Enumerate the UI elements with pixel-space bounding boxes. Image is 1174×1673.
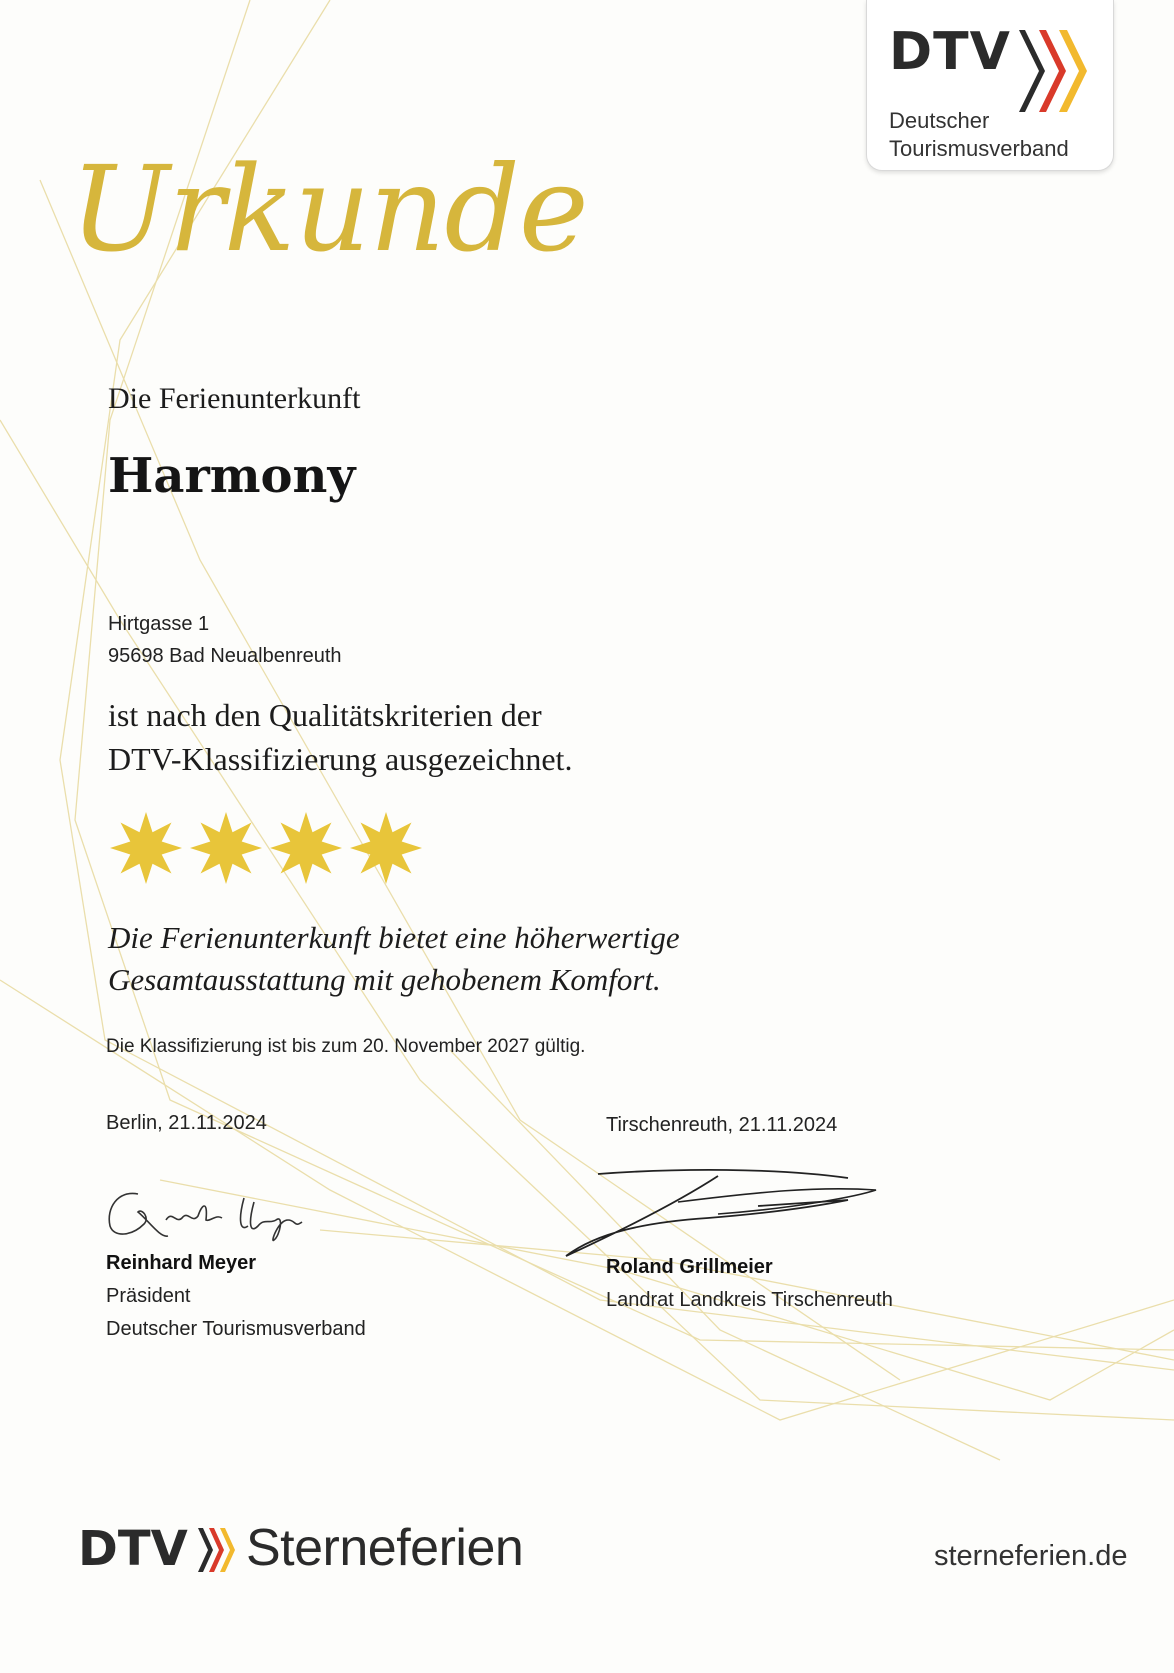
criteria-line-2: DTV-Klassifizierung ausgezeichnet. [108, 741, 573, 777]
signature-roland-grillmeier [558, 1162, 898, 1262]
left-signatory-role: Präsident [106, 1285, 191, 1307]
right-signatory-name: Roland Grillmeier [606, 1256, 773, 1278]
footer-brand-abbreviation: DTV [78, 1521, 188, 1577]
star-icon [350, 812, 422, 884]
left-signatory-organization: Deutscher Tourismusverband [106, 1318, 366, 1340]
right-place-date: Tirschenreuth, 21.11.2024 [606, 1114, 838, 1136]
footer-brand-name: Sterneferien [246, 1519, 524, 1577]
footer-website-link[interactable]: sterneferien.de [934, 1540, 1128, 1572]
dtv-logo-card [866, 0, 1114, 171]
right-signatory-role: Landrat Landkreis Tirschenreuth [606, 1289, 893, 1311]
validity-text: Die Klassifizierung ist bis zum 20. November 2027 gültig. [106, 1036, 586, 1057]
description-line-2: Gesamtausstattung mit gehobenem Komfort. [108, 962, 661, 997]
address-city: 95698 Bad Neualbenreuth [108, 645, 342, 667]
address-street: Hirtgasse 1 [108, 613, 210, 635]
logo-abbreviation: DTV [889, 22, 1011, 82]
criteria-line-1: ist nach den Qualitätskriterien der [108, 697, 542, 733]
star-icon [270, 812, 342, 884]
footer-chevrons-icon [196, 1525, 240, 1575]
star-icon [190, 812, 262, 884]
star-icon [110, 812, 182, 884]
property-name: Harmony [108, 448, 356, 504]
intro-text: Die Ferienunterkunft [108, 382, 361, 415]
star-rating [110, 808, 450, 888]
chevrons-icon [1013, 26, 1103, 116]
left-place-date: Berlin, 21.11.2024 [106, 1112, 267, 1134]
left-signatory-name: Reinhard Meyer [106, 1252, 257, 1274]
signature-reinhard-meyer [98, 1180, 338, 1250]
certificate-title: Urkunde [70, 140, 588, 278]
logo-subtitle-line-1: Deutscher [889, 108, 990, 133]
description-line-1: Die Ferienunterkunft bietet eine höherwertige [108, 920, 680, 955]
logo-subtitle-line-2: Tourismusverband [889, 136, 1069, 161]
